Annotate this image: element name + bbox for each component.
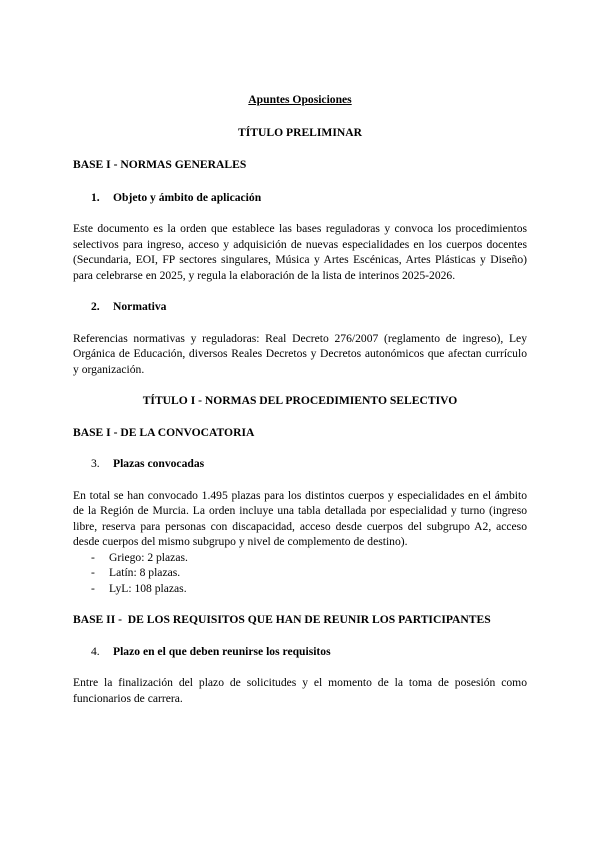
titulo-preliminar-heading: TÍTULO PRELIMINAR [237,125,362,139]
plazas-list [73,550,527,597]
document-title: Apuntes Oposiciones [248,93,352,106]
section-4-label: Plazo en el que deben reunirse los requisitos [113,644,331,658]
section-1-paragraph: Este documento es la orden que establece las bases reguladoras y convoca los procedimientos selectivos para ingreso, acceso y adquisición de nuevas especialidades en los cuerpos docentes (Secundaria, EOI, FP sectores singulares, Música y Artes Escénicas, Artes Plásticas y Diseño) para celebrarse en 2025, y regula la elaboración de la lista de interinos 2025-2026. [73,222,527,282]
list-item: - Latín: 8 plazas. [91,566,181,579]
section-1-heading [73,190,527,206]
section-1-number: 1. [91,190,100,204]
base-i-normas-generales-heading: BASE I - NORMAS GENERALES [73,158,247,171]
list-item: - LyL: 108 plazas. [91,581,187,595]
document-content [73,92,527,706]
list-item: - Griego: 2 plazas. [91,550,188,564]
section-3-paragraph: En total se han convocado 1.495 plazas para los distintos cuerpos y especialidades en el ámbito de la Región de Murcia. La orden incluye una tabla detallada por especialidad y turno (ingreso libre, reserva para personas con discapacidad, acceso desde cuerpos del subgrupo A2, acceso desde cuerpos del mismo subgrupo y nivel de complemento de destino). [73,488,527,548]
section-4-number: 4. [91,644,100,658]
base-i-convocatoria-heading: BASE I - DE LA CONVOCATORIA [73,425,255,439]
section-4-paragraph: Entre la finalización del plazo de solicitudes y el momento de la toma de posesión como funcionarios de carrera. [73,676,527,705]
section-3-number: 3. [91,457,100,470]
section-2-number: 2. [91,300,100,313]
section-2-heading [73,299,527,315]
section-3-heading [73,456,527,472]
section-4-heading [73,644,527,660]
base-ii-requisitos-heading: BASE II - DE LOS REQUISITOS QUE HAN DE REUNIR LOS PARTICIPANTES [73,613,491,626]
section-1-label: Objeto y ámbito de aplicación [113,190,262,204]
section-2-label: Normativa [113,300,167,313]
section-2-paragraph: Referencias normativas y reguladoras: Real Decreto 276/2007 (reglamento de ingreso), Ley Orgánica de Educación, diversos Reales Decretos y Decretos autonómicos que afectan currículo y organización. [73,331,527,376]
section-3-label: Plazas convocadas [113,457,205,470]
titulo-i-heading: TÍTULO I - NORMAS DEL PROCEDIMIENTO SELECTIVO [142,394,458,407]
